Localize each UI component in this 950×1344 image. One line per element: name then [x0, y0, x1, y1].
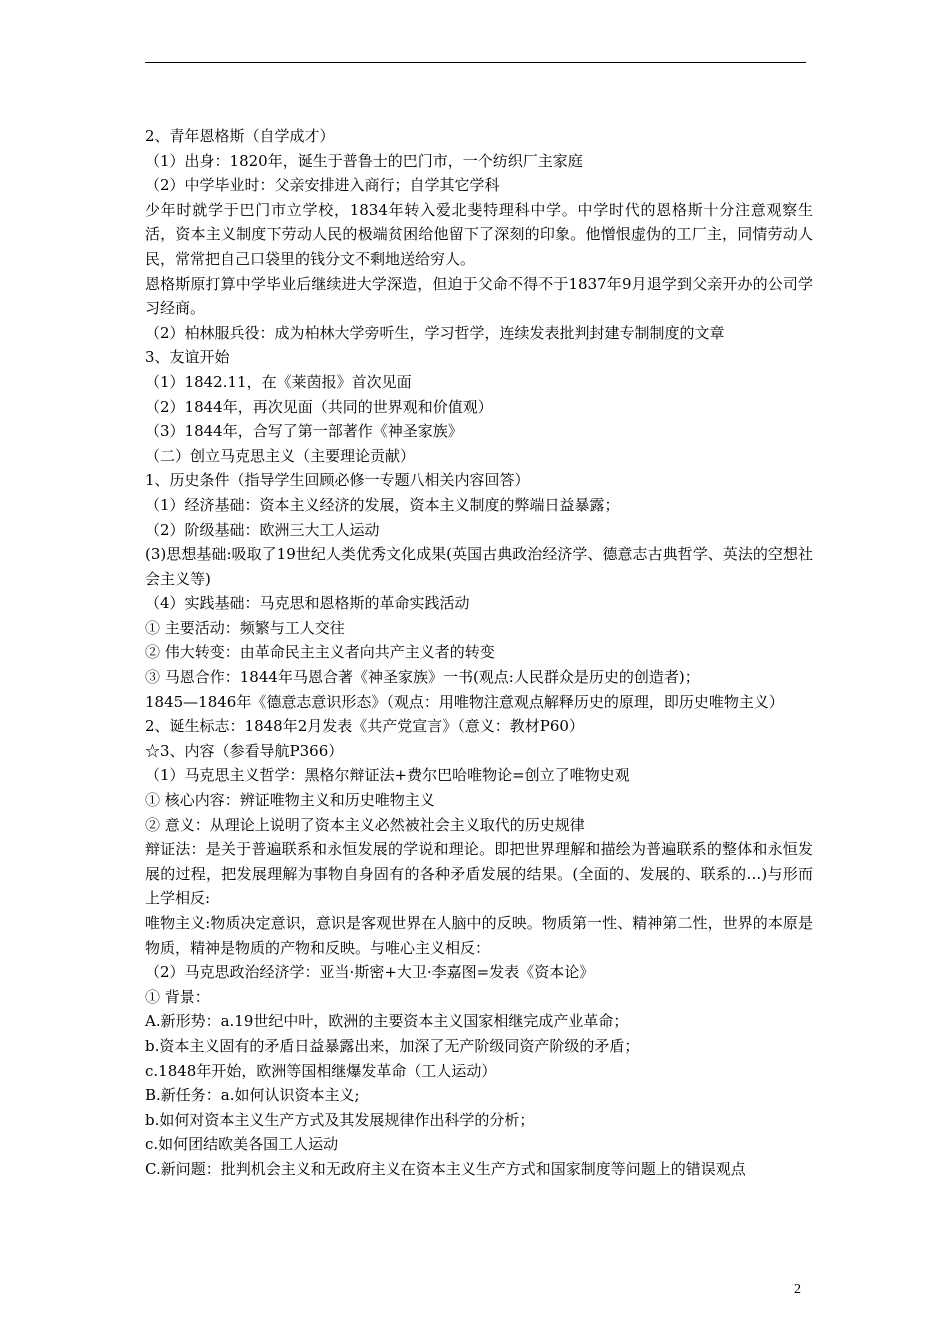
text-line: A.新形势：a.19世纪中叶，欧洲的主要资本主义国家相继完成产业革命； [145, 1012, 629, 1031]
text-line: （2）阶级基础：欧洲三大工人运动 [145, 520, 380, 539]
text-line: c.1848年开始，欧洲等国相继爆发革命（工人运动） [145, 1061, 497, 1080]
text-line: （1）经济基础：资本主义经济的发展，资本主义制度的弊端日益暴露； [145, 495, 620, 514]
text-line: c.如何团结欧美各国工人运动 [145, 1135, 339, 1154]
text-line: （4）实践基础：马克思和恩格斯的革命实践活动 [145, 594, 470, 613]
paragraph: (3)思想基础:吸取了19世纪人类优秀文化成果(英国古典政治经济学、德意志古典哲学、英法的空想社会主义等) [145, 545, 813, 588]
text-line: （1）1842.11，在《莱茵报》首次见面 [145, 372, 412, 391]
text-line: ① 主要活动：频繁与工人交往 [145, 618, 345, 637]
text-line: b.资本主义固有的矛盾日益暴露出来，加深了无产阶级同资产阶级的矛盾； [145, 1036, 640, 1055]
heading-marxism: （二）创立马克思主义（主要理论贡献） [145, 446, 416, 465]
page-number: 2 [794, 1282, 801, 1297]
text-line: ② 意义：从理论上说明了资本主义必然被社会主义取代的历史规律 [145, 815, 585, 834]
paragraph: 恩格斯原打算中学毕业后继续进大学深造，但迫于父命不得不于1837年9月退学到父亲开办的公司学习经商。 [145, 274, 813, 318]
header-rule [145, 62, 806, 63]
text-line: （2）1844年，再次见面（共同的世界观和价值观） [145, 397, 493, 416]
text-line: ① 背景： [145, 987, 210, 1006]
heading-young-engels: 2、青年恩格斯（自学成才） [145, 127, 335, 145]
text-line: （2）柏林服兵役：成为柏林大学旁听生，学习哲学，连续发表批判封建专制制度的文章 [145, 323, 725, 342]
text-line: B.新任务：a.如何认识资本主义; [145, 1086, 360, 1105]
heading-content: ☆3、内容（参看导航P366） [145, 741, 344, 760]
paragraph: 唯物主义:物质决定意识，意识是客观世界在人脑中的反映。物质第一性、精神第二性，世界的本原是物质，精神是物质的产物和反映。与唯心主义相反： [145, 914, 813, 957]
text-line: 2、诞生标志：1848年2月发表《共产党宣言》（意义：教材P60） [145, 717, 584, 736]
text-line: （3）1844年，合写了第一部著作《神圣家族》 [145, 422, 463, 441]
text-line: b.如何对资本主义生产方式及其发展规律作出科学的分析； [145, 1110, 535, 1129]
paragraph: 辩证法：是关于普遍联系和永恒发展的学说和理论。即把世界理解和描绘为普遍联系的整体和永恒发展的过程，把发展理解为事物自身固有的各种矛盾发展的结果。(全面的、发展的、联系的…)与形而上学相反: [145, 840, 813, 908]
text-line: （1）出身：1820年，诞生于普鲁士的巴门市，一个纺织厂主家庭 [145, 151, 583, 170]
text-line: （2）马克思政治经济学：亚当·斯密+大卫·李嘉图=发表《资本论》 [145, 963, 595, 982]
text-line: C.新问题：批判机会主义和无政府主义在资本主义生产方式和国家制度等问题上的错误观点 [145, 1159, 746, 1178]
heading-friendship: 3、友谊开始 [145, 348, 230, 367]
text-line: （2）中学毕业时：父亲安排进入商行；自学其它学科 [145, 176, 500, 195]
document-body [145, 124, 813, 1182]
paragraph: 1845—1846年《德意志意识形态》（观点：用唯物注意观点解释历史的原理，即历史唯物主义） [145, 692, 784, 711]
text-line: ② 伟大转变：由革命民主主义者向共产主义者的转变 [145, 643, 495, 662]
text-line: ① 核心内容：辨证唯物主义和历史唯物主义 [145, 791, 435, 810]
paragraph: 少年时就学于巴门市立学校，1834年转入爱北斐特理科中学。中学时代的恩格斯十分注意观察生活，资本主义制度下劳动人民的极端贫困给他留下了深刻的印象。他憎恨虚伪的工厂主，同情劳动人民，常常把自己口袋里的钱分文不剩地送给穷人。 [145, 200, 813, 268]
text-line: （1）马克思主义哲学：黑格尔辩证法+费尔巴哈唯物论=创立了唯物史观 [145, 766, 630, 785]
text-line: ③ 马恩合作：1844年马恩合著《神圣家族》一书(观点:人民群众是历史的创造者)； [145, 668, 700, 687]
heading-historical-conditions: 1、历史条件（指导学生回顾必修一专题八相关内容回答） [145, 471, 530, 490]
